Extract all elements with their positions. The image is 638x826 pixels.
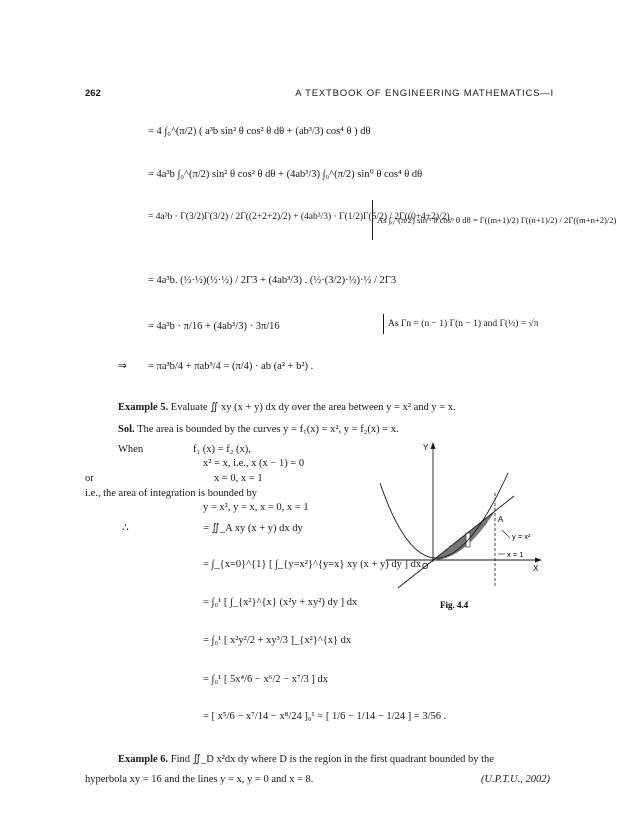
label-line: x = 1 (507, 550, 524, 559)
bounds-equation: y = x², y = x, x = 0, x = 1 (203, 502, 309, 513)
equation-line-5: = 4a³b · π/16 + (4ab³/3) · 3π/16 (148, 321, 280, 332)
y-axis-arrow (431, 442, 436, 449)
when-equation: f₁ (x) = f₂ (x), (193, 444, 251, 455)
solution-text: The area is bounded by the curves y = f₁(x) = x², y = f₂(x) = x. (137, 424, 399, 435)
therefore-symbol: ∴ (122, 523, 129, 534)
x-axis-arrow (535, 558, 542, 563)
example-6-text-2: hyperbola xy = 16 and the lines y = x, y = 0 and x = 8. (85, 774, 314, 785)
implies-symbol: ⇒ (118, 361, 127, 372)
step-2: = ∫_{x=0}^{1} [ ∫_{y=x²}^{y=x} xy (x + y) dy ] dx (203, 559, 422, 570)
equation-line-4: = 4a³b. (½·½)(½·½) / 2Γ3 + (4ab³/3) . (½·(3/2)·½)·½ / 2Γ3 (148, 275, 397, 286)
step-6: = [ x⁵/6 − x⁷/14 − x⁸/24 ]₀¹ = [ 1/6 − 1/14 − 1/24 ] = 3/56 . (203, 711, 447, 722)
step-4: = ∫₀¹ [ x²y²/2 + xy³/3 ]_{x²}^{x} dx (203, 635, 352, 646)
equation-line-3: = 4a³b · Γ(3/2)Γ(3/2) / 2Γ((2+2+2)/2) + (4ab³/3) · Γ(1/2)Γ(5/2) / 2Γ((0+4+2)/2) (148, 212, 450, 222)
label-a: A (498, 515, 504, 524)
step-5: = ∫₀¹ [ 5x⁴/6 − x⁶/2 − x⁷/3 ] dx (203, 674, 329, 685)
when-equation-2: x² = x, i.e., x (x − 1) = 0 (203, 458, 305, 469)
label-o: O (422, 562, 429, 571)
solution-label: Sol. (118, 424, 135, 435)
gamma-formula-note: As ∫₀^(π/2) sinᵐ θ cosⁿ θ dθ = Γ((m+1)/2) Γ((n+1)/2) / 2Γ((m+n+2)/2) (372, 200, 616, 240)
example-6-text: Find ∬_D x²dx dy where D is the region in the first quadrant bounded by the (170, 754, 494, 765)
page-number: 262 (85, 88, 101, 99)
example-5-label: Example 5. (118, 402, 169, 413)
example-5 (118, 403, 456, 414)
figure-caption: Fig. 4.4 (440, 600, 469, 610)
ie-text: i.e., the area of integration is bounded by (85, 488, 258, 499)
equation-line-2: = 4a³b ∫₀^(π/2) sin² θ cos² θ dθ + (4ab³/3) ∫₀^(π/2) sin⁰ θ cos⁴ θ dθ (148, 169, 423, 180)
solution (118, 425, 399, 436)
equation-line-1: = 4 ∫₀^(π/2) ( a³b sin² θ cos² θ dθ + (ab³/3) cos⁴ θ ) dθ (148, 126, 371, 137)
curve-pointer (502, 530, 510, 538)
line-y-equals-x (398, 496, 514, 588)
step-1: = ∬_A xy (x + y) dx dy (203, 523, 303, 534)
step-3: = ∫₀¹ [ ∫_{x²}^{x} (x²y + xy²) dy ] dx (203, 597, 358, 608)
when-label: When (118, 444, 144, 455)
label-y: Y (423, 443, 429, 452)
label-x: X (533, 564, 539, 573)
gamma-property-note: As Γn = (n − 1) Γ(n − 1) and Γ(½) = √π (383, 314, 539, 334)
or-equation: x = 0, x = 1 (214, 473, 263, 484)
example-6-label: Example 6. (118, 754, 169, 765)
example-6 (118, 755, 494, 766)
example-6-reference: (U.P.T.U., 2002) (480, 774, 550, 785)
or-label: or (85, 473, 94, 484)
label-curve: y = x² (512, 532, 531, 541)
figure-4-4 (378, 438, 546, 612)
equation-line-6: = πa³b/4 + πab³/4 = (π/4) · ab (a² + b²) . (148, 361, 314, 372)
running-header: A TEXTBOOK OF ENGINEERING MATHEMATICS—I (295, 88, 554, 99)
example-5-text: Evaluate ∬ xy (x + y) dx dy over the area between y = x² and y = x. (170, 402, 456, 413)
